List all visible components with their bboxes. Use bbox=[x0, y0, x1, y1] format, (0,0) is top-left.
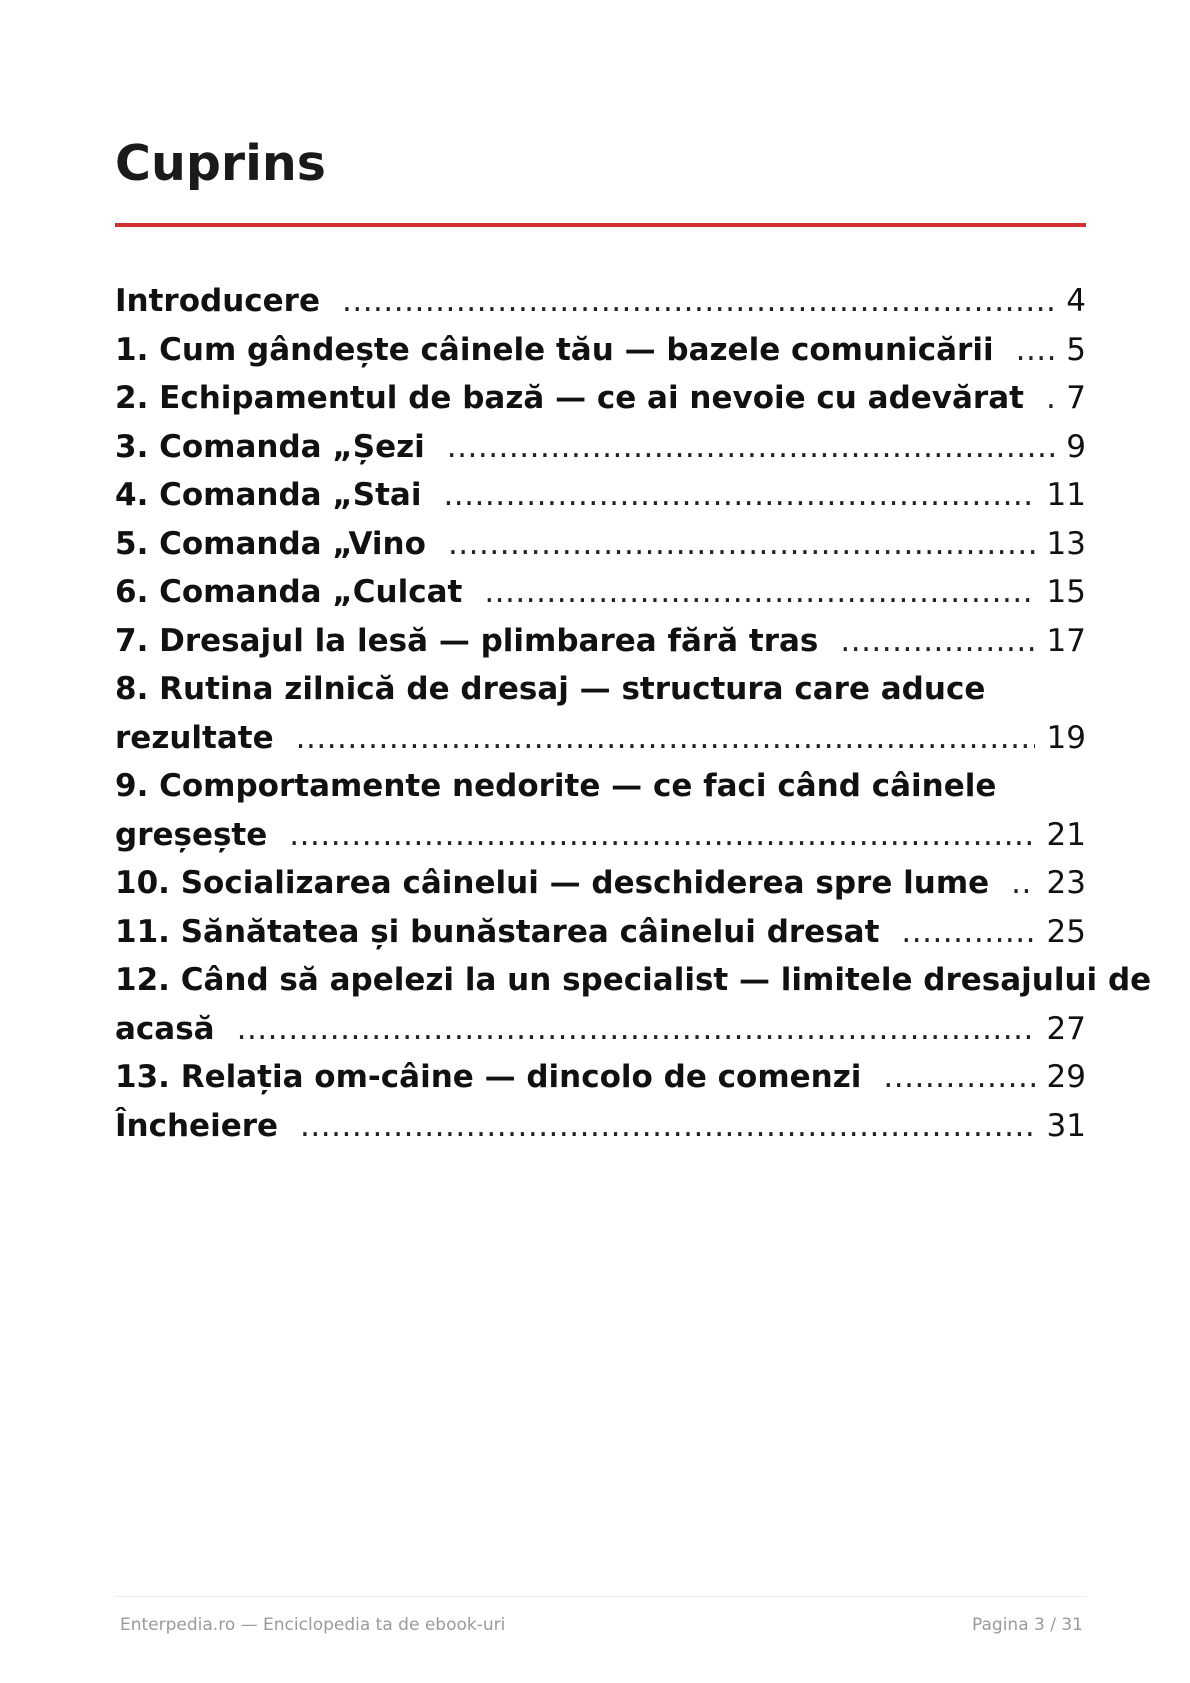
toc-entry-label: 7. Dresajul la lesă — plimbarea fără tras bbox=[115, 622, 819, 659]
toc-entry-introducere[interactable] bbox=[115, 277, 1086, 326]
toc-dot-leader bbox=[484, 568, 1034, 617]
toc-entry-chapter-11[interactable] bbox=[115, 908, 1086, 957]
toc-entry-page: 7 bbox=[1066, 380, 1086, 416]
toc-entry-label: 9. Comportamente nedorite — ce faci când câinele bbox=[115, 768, 997, 804]
page-title: Cuprins bbox=[115, 135, 326, 192]
toc-dot-leader bbox=[296, 714, 1035, 763]
toc-entry-label: 5. Comanda „Vino bbox=[115, 525, 426, 562]
toc-dot-leader bbox=[840, 617, 1034, 666]
toc-entry-label: Introducere bbox=[115, 283, 320, 319]
toc-entry-label: 11. Sănătatea și bunăstarea câinelui dresat bbox=[115, 913, 880, 950]
toc-dot-leader bbox=[289, 811, 1034, 860]
toc-entry-page: 11 bbox=[1046, 477, 1086, 513]
toc-entry-label: 8. Rutina zilnică de dresaj — structura care aduce bbox=[115, 671, 986, 707]
toc-entry-label: 4. Comanda „Stai bbox=[115, 477, 422, 513]
toc-entry-chapter-2[interactable] bbox=[115, 374, 1086, 423]
toc-dot-leader bbox=[447, 423, 1054, 472]
toc-entry-page: 21 bbox=[1046, 816, 1086, 853]
toc-entry-page: 13 bbox=[1046, 525, 1086, 562]
toc-entry-page: 25 bbox=[1046, 913, 1086, 950]
toc-dot-leader bbox=[883, 1053, 1034, 1102]
toc-entry-label: 1. Cum gândește câinele tău — bazele comunicării bbox=[115, 331, 994, 368]
toc-dot-leader bbox=[1011, 859, 1034, 908]
toc-entry-chapter-3[interactable] bbox=[115, 423, 1086, 472]
toc-entry-chapter-5[interactable] bbox=[115, 520, 1086, 569]
toc-entry-chapter-8[interactable] bbox=[115, 665, 1086, 762]
toc-entry-label: 12. Când să apelezi la un specialist — limitele dresajului de bbox=[115, 962, 1152, 998]
toc-entry-chapter-1[interactable] bbox=[115, 326, 1086, 375]
title-divider bbox=[115, 223, 1086, 227]
toc-dot-leader bbox=[237, 1005, 1035, 1054]
toc-entry-page: 23 bbox=[1046, 865, 1086, 901]
toc-entry-label: Încheiere bbox=[115, 1107, 279, 1144]
toc-entry-page: 17 bbox=[1046, 622, 1086, 659]
toc-dot-leader bbox=[300, 1102, 1035, 1151]
toc-dot-leader bbox=[901, 908, 1034, 957]
toc-entry-page: 5 bbox=[1066, 331, 1086, 368]
toc-entry-label: 3. Comanda „Șezi bbox=[115, 428, 425, 465]
toc-dot-leader bbox=[448, 520, 1035, 569]
toc-entry-chapter-9[interactable] bbox=[115, 762, 1086, 859]
toc-entry-chapter-7[interactable] bbox=[115, 617, 1086, 666]
toc-entry-label: 6. Comanda „Culcat bbox=[115, 574, 463, 610]
table-of-contents bbox=[115, 277, 1152, 1150]
toc-entry-label: 2. Echipamentul de bază — ce ai nevoie cu adevărat bbox=[115, 380, 1024, 416]
toc-entry-label-continued: acasă bbox=[115, 1010, 215, 1047]
toc-entry-chapter-4[interactable] bbox=[115, 471, 1086, 520]
toc-entry-label-continued: greșește bbox=[115, 816, 268, 853]
footer-page-indicator: Pagina 3 / 31 bbox=[972, 1615, 1083, 1635]
toc-entry-label: 13. Relația om-câine — dincolo de comenzi bbox=[115, 1059, 862, 1095]
toc-entry-page: 9 bbox=[1066, 428, 1086, 465]
toc-dot-leader bbox=[443, 471, 1034, 520]
toc-dot-leader bbox=[1016, 326, 1055, 375]
footer-site-name: Enterpedia.ro — Enciclopedia ta de ebook-uri bbox=[120, 1615, 506, 1635]
toc-entry-page: 31 bbox=[1046, 1107, 1086, 1144]
toc-entry-chapter-10[interactable] bbox=[115, 859, 1086, 908]
toc-dot-leader bbox=[342, 277, 1054, 326]
toc-entry-label: 10. Socializarea câinelui — deschiderea spre lume bbox=[115, 865, 990, 901]
toc-entry-page: 27 bbox=[1046, 1010, 1086, 1047]
toc-entry-chapter-6[interactable] bbox=[115, 568, 1086, 617]
toc-entry-page: 19 bbox=[1046, 719, 1086, 756]
toc-entry-chapter-13[interactable] bbox=[115, 1053, 1086, 1102]
footer-divider bbox=[115, 1596, 1086, 1597]
toc-entry-chapter-12[interactable] bbox=[115, 956, 1152, 1053]
toc-entry-label-continued: rezultate bbox=[115, 719, 274, 756]
toc-dot-leader bbox=[1046, 374, 1054, 423]
toc-entry-page: 29 bbox=[1046, 1059, 1086, 1095]
toc-entry-page: 4 bbox=[1066, 283, 1086, 319]
toc-entry-page: 15 bbox=[1046, 574, 1086, 610]
toc-entry-incheiere[interactable] bbox=[115, 1102, 1086, 1151]
